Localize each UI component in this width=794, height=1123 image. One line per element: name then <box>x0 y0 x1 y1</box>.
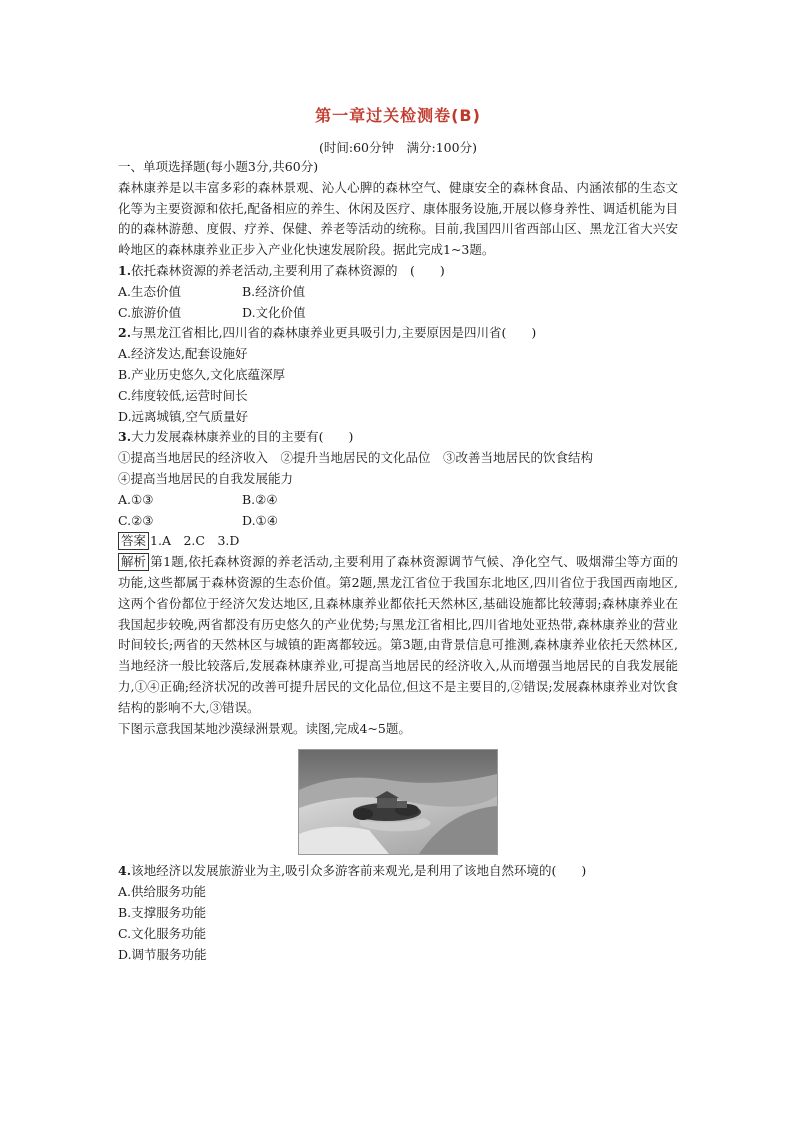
analysis-tag: 解析 <box>118 553 149 571</box>
option-a: A.供给服务功能 <box>118 884 207 900</box>
passage-2: 下图示意我国某地沙漠绿洲景观。读图,完成4~5题。 <box>118 720 411 736</box>
question-2-stem: 与黑龙江省相比,四川省的森林康养业更具吸引力,主要原因是四川省( ) <box>131 325 537 341</box>
question-1 <box>118 261 678 282</box>
question-3-options-row-1 <box>118 490 678 511</box>
option-c: C.纬度较低,运营时间长 <box>118 387 248 403</box>
question-3-number: 3. <box>118 429 132 445</box>
answer-text: 1.A 2.C 3.D <box>150 533 240 549</box>
analysis-paragraph <box>118 552 678 718</box>
question-1-options-row-2 <box>118 303 678 324</box>
page-subtitle: (时间:60分钟 满分:100分) <box>319 140 477 155</box>
document-body <box>118 157 678 965</box>
option-c: C.文化服务功能 <box>118 925 207 941</box>
question-4-number: 4. <box>118 863 132 879</box>
question-3 <box>118 427 678 448</box>
question-3-stem: 大力发展森林康养业的目的主要有( ) <box>131 429 354 445</box>
question-3-items-line-2: ④提高当地居民的自我发展能力 <box>118 470 294 486</box>
question-4 <box>118 861 678 882</box>
option-b: B.支撑服务功能 <box>118 904 207 920</box>
option-b: B.经济价值 <box>242 283 306 299</box>
option-d: D.调节服务功能 <box>118 946 207 962</box>
question-1-number: 1. <box>118 262 132 278</box>
option-c: C.旅游价值 <box>118 304 182 320</box>
desert-oasis-illustration <box>299 750 497 854</box>
question-2-number: 2. <box>118 325 132 341</box>
option-d: D.①④ <box>242 512 278 528</box>
option-a: A.①③ <box>118 491 154 507</box>
passage-1: 森林康养是以丰富多彩的森林景观、沁人心脾的森林空气、健康安全的森林食品、内涵浓郁的生态文化等为主要资源和依托,配备相应的养生、休闲及医疗、康体服务设施,开展以修身养性、调适机能为目的的森林游憩、度假、疗养、保健、养老等活动的统称。目前,我国四川省西部山区、黑龙江省大兴安岭地区的森林康养业正步入产业化快速发展阶段。据此完成1~3题。 <box>118 179 678 258</box>
section-heading: 一、单项选择题(每小题3分,共60分) <box>118 159 319 174</box>
option-d: D.文化价值 <box>242 304 306 320</box>
question-3-options-row-2 <box>118 511 678 532</box>
option-a: A.经济发达,配套设施好 <box>118 346 248 362</box>
option-b: B.产业历史悠久,文化底蕴深厚 <box>118 366 286 382</box>
option-d: D.远离城镇,空气质量好 <box>118 408 249 424</box>
question-1-options-row-1 <box>118 282 678 303</box>
analysis-text: 第1题,依托森林资源的养老活动,主要利用了森林资源调节气候、净化空气、吸烟滞尘等方面的功能,这些都属于森林资源的生态价值。第2题,黑龙江省位于我国东北地区,四川省位于我国西南地区,这两个省份都位于经济欠发达地区,且森林康养业都依托天然林区,基础设施都比较薄弱;森林康养业在我国起步较晚,两省都没有历史悠久的产业优势;与黑龙江省相比,四川省地处亚热带,森林康养业的营业时间较长;两省的天然林区与城镇的距离都较远。第3题,由背景信息可推测,森林康养业依托天然林区,当地经济一般比较落后,发展森林康养业,可提高当地居民的经济收入,从而增强当地居民的自我发展能力,①④正确;经济状况的改善可提升居民的文化品位,但这不是主要目的,②错误;发展森林康养业对饮食结构的影响不大,③错误。 <box>118 554 678 715</box>
page-title: 第一章过关检测卷(B) <box>315 106 481 125</box>
answer-tag: 答案 <box>118 532 149 550</box>
question-4-stem: 该地经济以发展旅游业为主,吸引众多游客前来观光,是利用了该地自然环境的( ) <box>131 863 587 879</box>
question-1-stem: 依托森林资源的养老活动,主要利用了森林资源的 ( ) <box>131 262 445 278</box>
option-a: A.生态价值 <box>118 283 182 299</box>
question-2 <box>118 323 678 344</box>
question-3-items-line-1: ①提高当地居民的经济收入 ②提升当地居民的文化品位 ③改善当地居民的饮食结构 <box>118 450 594 466</box>
desert-oasis-photo <box>298 749 498 855</box>
answer-line <box>118 531 678 552</box>
option-c: C.②③ <box>118 512 154 528</box>
option-b: B.②④ <box>242 491 278 507</box>
